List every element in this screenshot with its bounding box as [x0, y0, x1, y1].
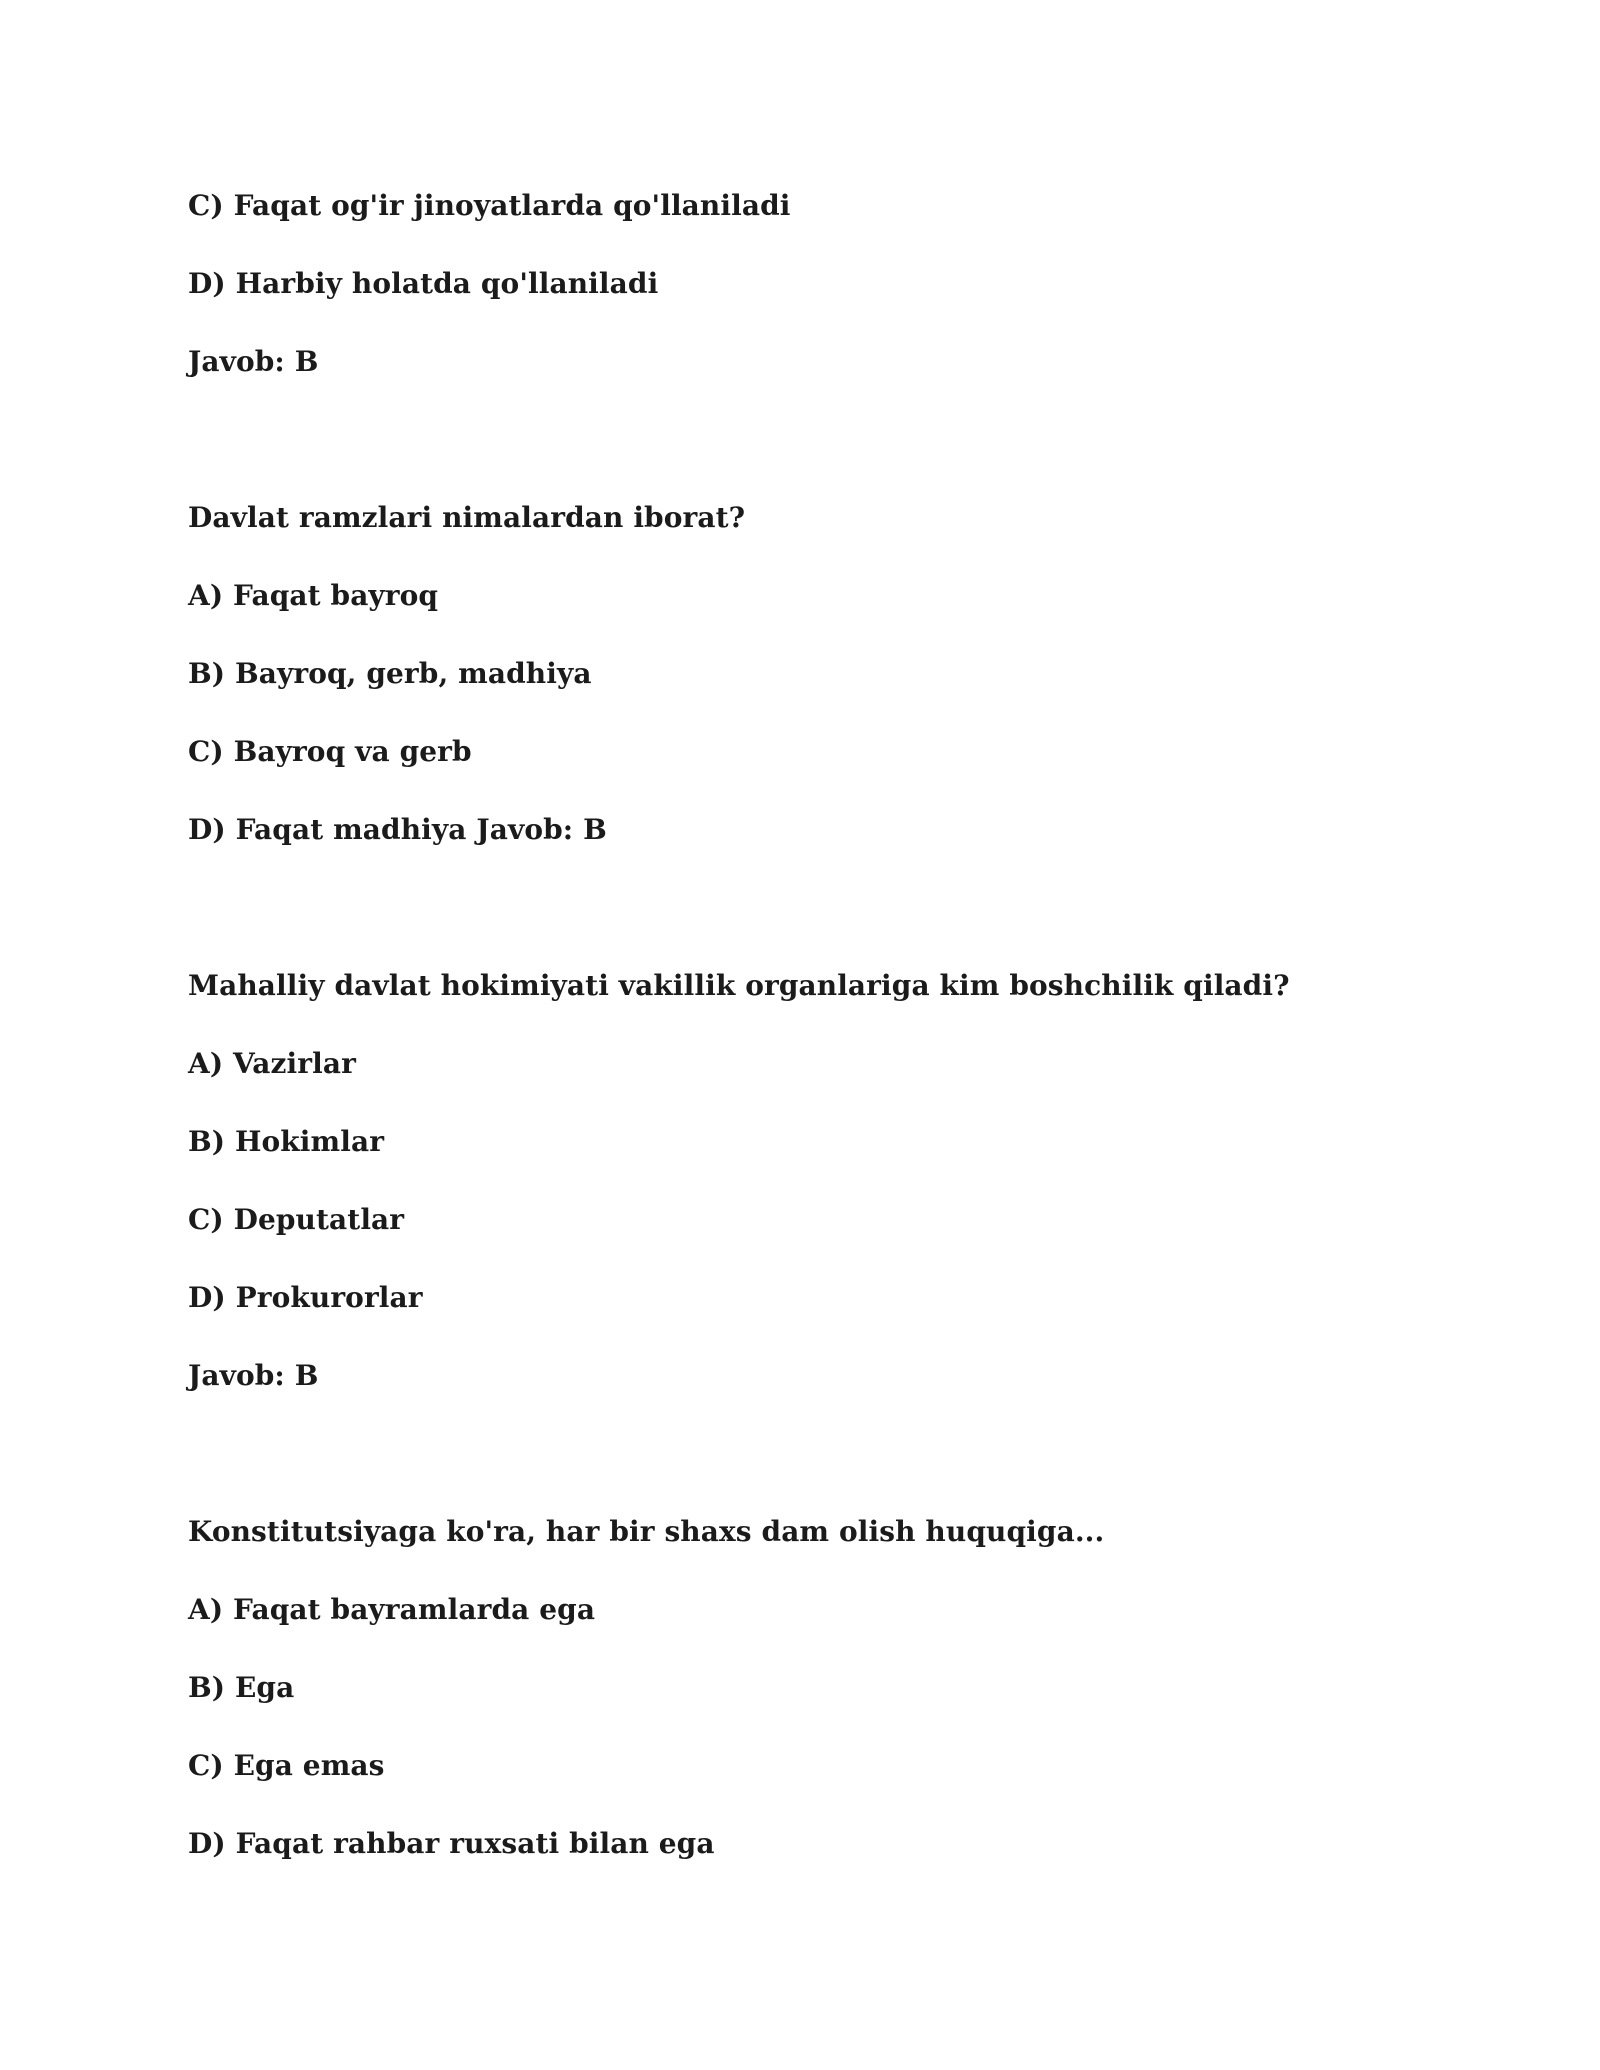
question-text: Konstitutsiyaga ko'ra, har bir shaxs dam olish huquqiga... — [188, 1515, 1105, 1548]
option-b: B) Bayroq, gerb, madhiya — [188, 657, 592, 690]
answer-line: Javob: B — [188, 345, 319, 378]
option-c: C) Faqat og'ir jinoyatlarda qo'llaniladi — [188, 189, 791, 222]
option-d: D) Faqat madhiya Javob: B — [188, 813, 607, 846]
option-a: A) Faqat bayramlarda ega — [188, 1593, 596, 1626]
option-c: C) Bayroq va gerb — [188, 735, 472, 768]
option-d: D) Faqat rahbar ruxsati bilan ega — [188, 1827, 715, 1860]
option-b: B) Ega — [188, 1671, 295, 1704]
question-text: Mahalliy davlat hokimiyati vakillik organlariga kim boshchilik qiladi? — [188, 969, 1290, 1002]
option-c: C) Deputatlar — [188, 1203, 405, 1236]
option-c: C) Ega emas — [188, 1749, 385, 1782]
option-b: B) Hokimlar — [188, 1125, 385, 1158]
option-d: D) Prokurorlar — [188, 1281, 423, 1314]
question-text: Davlat ramzlari nimalardan iborat? — [188, 501, 746, 534]
option-a: A) Vazirlar — [188, 1047, 356, 1080]
option-d: D) Harbiy holatda qo'llaniladi — [188, 267, 659, 300]
option-a: A) Faqat bayroq — [188, 579, 439, 612]
answer-line: Javob: B — [188, 1359, 319, 1392]
